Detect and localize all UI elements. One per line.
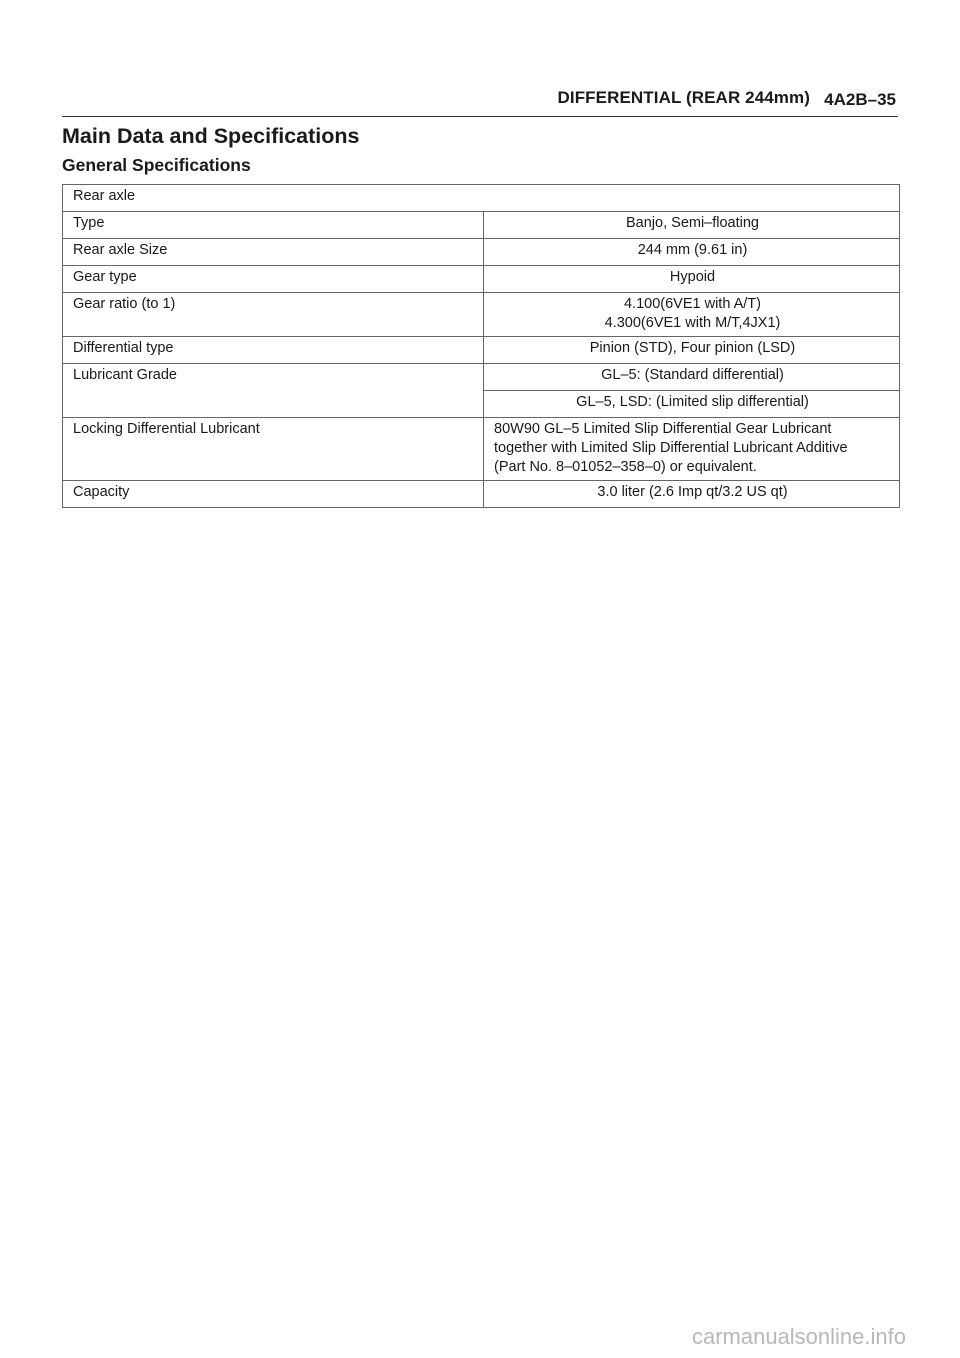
table-row <box>63 481 900 508</box>
spec-value: Hypoid <box>484 266 900 293</box>
table-row <box>63 239 900 266</box>
spec-label: Differential type <box>63 337 484 364</box>
table-row <box>63 293 900 337</box>
spec-value: GL–5: (Standard differential) <box>484 364 900 391</box>
spec-value-line: 80W90 GL–5 Limited Slip Differential Gear Lubricant <box>494 421 832 437</box>
page-header <box>62 86 898 117</box>
spec-value <box>484 293 900 337</box>
spec-label: Locking Differential Lubricant <box>63 418 484 481</box>
group-label: Rear axle <box>63 185 900 212</box>
watermark: carmanualsonline.info <box>691 1324 906 1349</box>
spec-label: Gear ratio (to 1) <box>63 293 484 337</box>
spec-value: GL–5, LSD: (Limited slip differential) <box>484 391 900 418</box>
table-row <box>63 418 900 481</box>
table-row <box>63 364 900 391</box>
header-section-title: DIFFERENTIAL (REAR 244mm) <box>557 88 810 107</box>
spec-label: Rear axle Size <box>63 239 484 266</box>
table-row-group <box>63 185 900 212</box>
section-subtitle: General Specifications <box>62 155 251 175</box>
spec-label: Type <box>63 212 484 239</box>
header-page-number: 4A2B–35 <box>824 90 896 109</box>
table-row <box>63 337 900 364</box>
spec-value <box>484 418 900 481</box>
specifications-table <box>62 184 900 508</box>
spec-value: 3.0 liter (2.6 Imp qt/3.2 US qt) <box>484 481 900 508</box>
spec-value: Banjo, Semi–floating <box>484 212 900 239</box>
spec-value-line: (Part No. 8–01052–358–0) or equivalent. <box>494 459 757 475</box>
spec-label: Capacity <box>63 481 484 508</box>
table-row <box>63 266 900 293</box>
spec-label: Gear type <box>63 266 484 293</box>
spec-value-line: 4.300(6VE1 with M/T,4JX1) <box>604 315 781 331</box>
spec-value-line: 4.100(6VE1 with A/T) <box>623 296 761 312</box>
spec-value-line: together with Limited Slip Differential Lubricant Additive <box>494 440 848 456</box>
spec-value: Pinion (STD), Four pinion (LSD) <box>484 337 900 364</box>
page-title: Main Data and Specifications <box>62 124 360 148</box>
table-row <box>63 212 900 239</box>
spec-value: 244 mm (9.61 in) <box>484 239 900 266</box>
spec-label: Lubricant Grade <box>63 364 484 418</box>
